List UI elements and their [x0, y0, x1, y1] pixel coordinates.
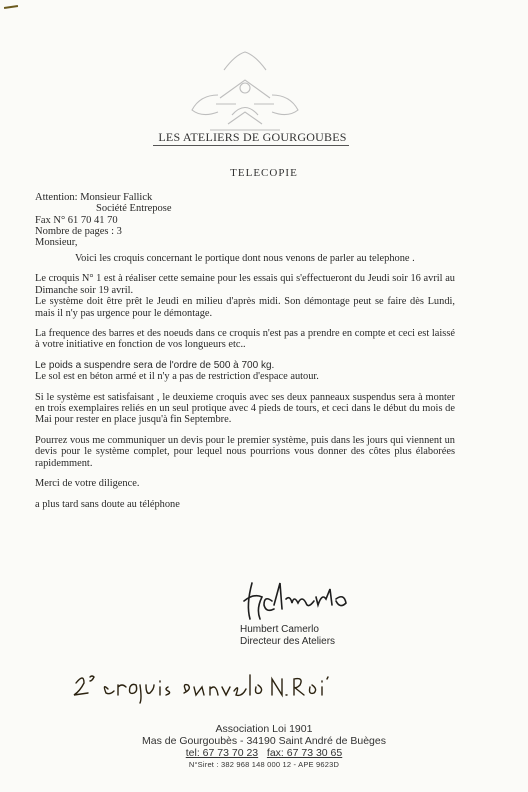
letterhead-company: LES ATELIERS DE GOURGOUBES	[158, 130, 347, 144]
recipient-block	[35, 192, 172, 248]
signer-block	[240, 624, 335, 648]
handwritten-signature	[240, 575, 390, 625]
paragraph-intro: Voici les croquis concernant le portique dont nous venons de parler au telephone .	[75, 253, 415, 264]
letter-body	[35, 253, 455, 519]
page-count: Nombre de pages : 3	[35, 225, 122, 237]
footer-tel: tel: 67 73 70 23	[185, 747, 259, 759]
footer-fax: fax: 67 73 30 65	[266, 747, 343, 759]
floor-line: Le sol est en béton armé et il n'y a pas de restriction d'espace autour.	[35, 371, 319, 383]
paragraph-croquis-1	[35, 273, 455, 296]
paragraph-second-croquis: Si le système est satisfaisant , le deuxieme croquis avec ses deux panneaux suspendus sera à monter en trois exemplaires reliés en un seul protique avec 4 pieds de tours, et ceci dans le début du mois de Mai pour rester en place jusqu'à fin Septembre.	[35, 391, 455, 426]
letterhead-underline	[153, 145, 349, 146]
fax-number: Fax N° 61 70 41 70	[35, 214, 118, 226]
signer-role: Directeur des Ateliers	[240, 636, 336, 647]
handwritten-annotation	[70, 665, 340, 705]
paragraph-system-ready: Le système doit être prêt le Jeudi en milieu d'après midi. Son démontage peut se faire dès Lundi, mais il n'y pas urgence pour le démontage.	[35, 296, 455, 319]
closing-thanks: Merci de votre diligence.	[35, 478, 140, 490]
paragraph-quote-request: Pourrez vous me communiquer un devis pour le premier système, puis dans les jours qui viennent un devis pour le système complet, pour lequel nous pourrions vous donner des côtes plus élaborées rapidemment.	[35, 434, 455, 469]
croquis-1-schedule: Le croquis N° 1 est à réaliser cette semaine pour les essais qui s'effectueront du Jeudi soir 16 avril au Dimanche soir 19 avril.	[35, 273, 455, 296]
paragraph-frequency: La frequence des barres et des noeuds dans ce croquis n'est pas a prendre en compte et ceci est laissé à votre initiative en fonction de vos longueurs etc..	[35, 328, 455, 351]
footer	[0, 723, 528, 771]
footer-address: Mas de Gourgoubès - 34190 Saint André de Buèges	[141, 735, 386, 747]
document-title: TELECOPIE	[230, 167, 298, 179]
weight-line: Le poids a suspendre sera de l'ordre de 500 à 700 kg.	[35, 359, 275, 371]
corner-mark	[4, 5, 18, 9]
attention-line: Attention: Monsieur Fallick	[35, 192, 153, 203]
paragraph-weight	[35, 360, 455, 383]
recipient-company: Société Entrepose	[96, 203, 172, 215]
salutation: Monsieur,	[35, 237, 78, 249]
footer-siret: N°Siret : 382 968 148 000 12 - APE 9623D	[188, 760, 340, 769]
signer-name: Humbert Camerlo	[240, 624, 319, 635]
footer-contact	[0, 747, 528, 759]
footer-association: Association Loi 1901	[215, 723, 313, 735]
closing-phone: a plus tard sans doute au téléphone	[35, 498, 180, 510]
